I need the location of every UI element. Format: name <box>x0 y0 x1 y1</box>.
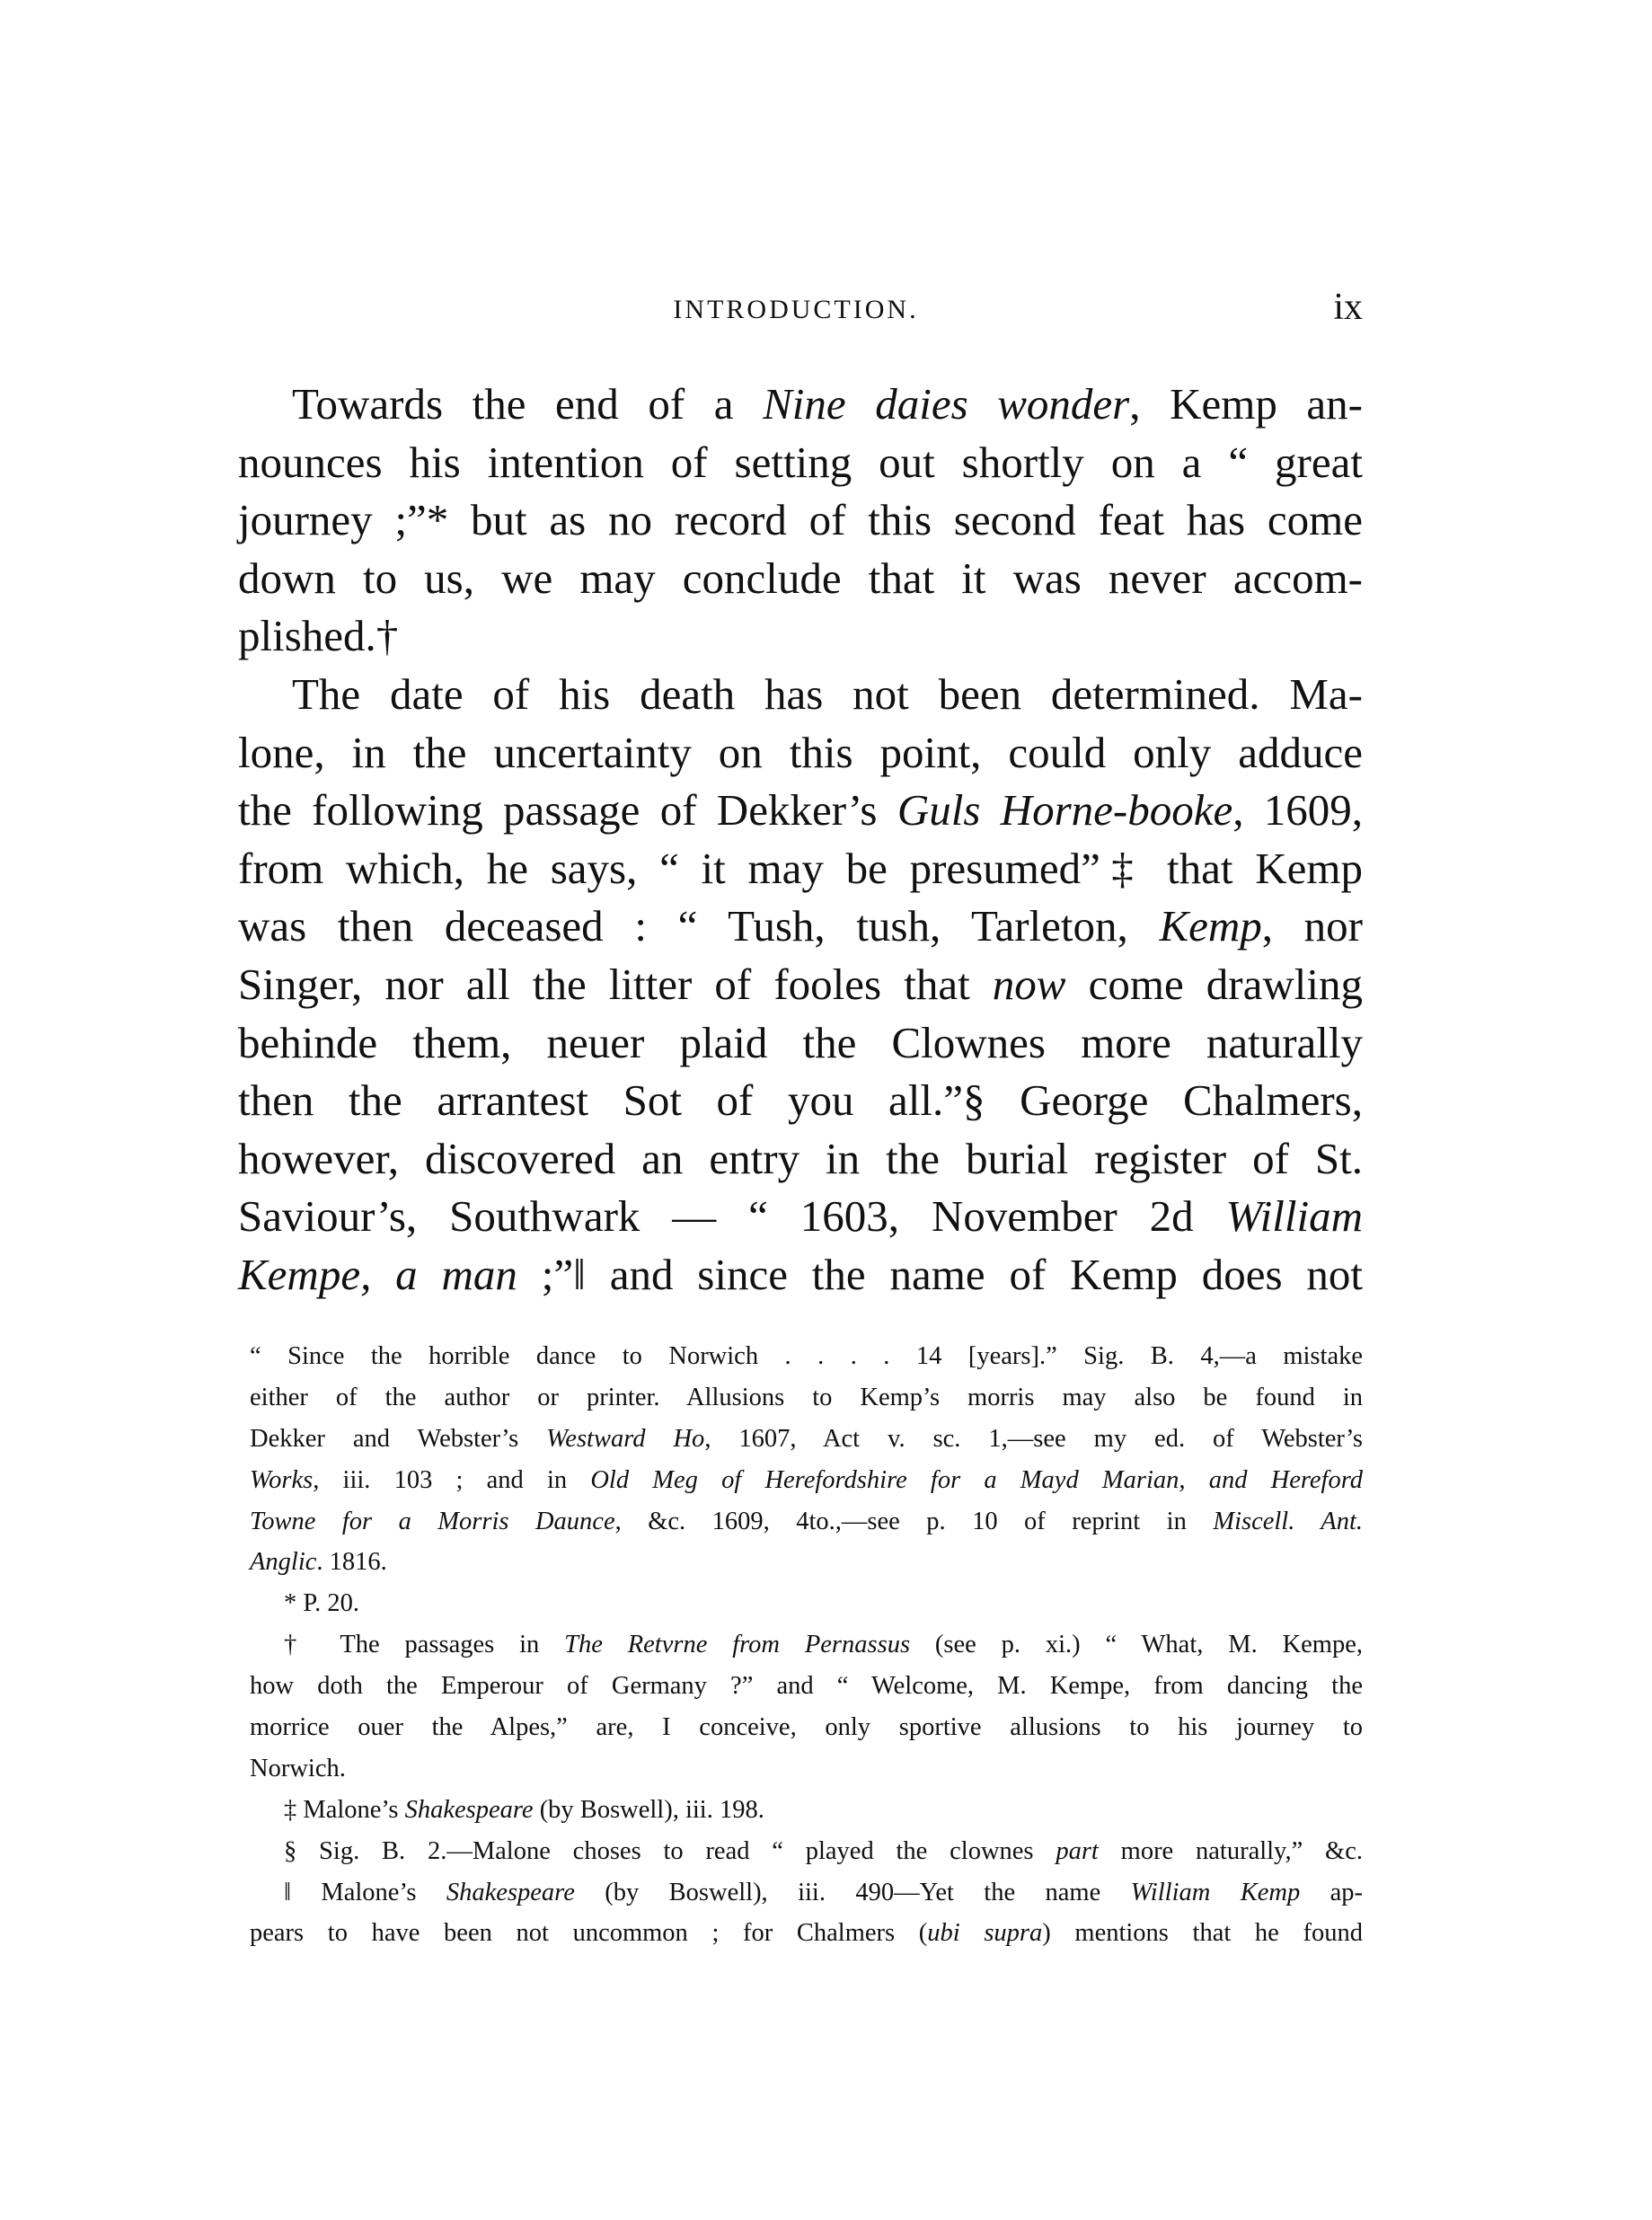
italic-text: Guls Horne-booke <box>897 785 1233 836</box>
footnote-line <box>250 1666 1363 1707</box>
running-title: INTRODUCTION. <box>673 295 919 324</box>
body-line <box>238 1188 1363 1246</box>
italic-text: Kempe, a man <box>238 1249 517 1299</box>
body-line <box>238 840 1363 898</box>
text-run: from which, he says, “ it may be presumed”‡ that Kemp <box>238 843 1363 893</box>
italic-text: William Kemp <box>1130 1878 1301 1906</box>
text-run: behinde them, neuer plaid the Clownes more naturally <box>238 1017 1363 1067</box>
footnote-line <box>250 1583 1363 1624</box>
body-line <box>238 724 1363 783</box>
text-run: , 1607, Act v. sc. 1,—see my ed. of Webster’s <box>704 1424 1363 1453</box>
text-run: was then deceased : “ Tush, tush, Tarleton, <box>238 901 1160 951</box>
footnotes <box>250 1336 1363 1954</box>
italic-text: Shakespeare <box>404 1795 534 1824</box>
text-run: † The passages in <box>284 1631 565 1659</box>
body-line <box>238 782 1363 840</box>
body-line <box>238 376 1363 434</box>
text-run: either of the author or printer. Allusions to Kemp’s morris may also be found in <box>250 1383 1363 1411</box>
text-run: plished.† <box>238 611 399 661</box>
italic-text: Shakespeare <box>446 1878 575 1906</box>
italic-text: Miscell. Ant. <box>1213 1507 1363 1535</box>
body-line <box>238 1130 1363 1189</box>
body-line <box>238 898 1363 956</box>
text-run: lone, in the uncertainty on this point, could only adduce <box>238 727 1363 777</box>
text-run: ‡ Malone’s <box>284 1795 405 1824</box>
text-run: however, discovered an entry in the burial register of St. <box>238 1133 1363 1183</box>
body-line <box>238 1014 1363 1073</box>
text-run: , 1609, <box>1232 785 1364 836</box>
text-run: more naturally,” &c. <box>1098 1836 1363 1865</box>
footnote-line <box>250 1501 1363 1543</box>
text-run: Singer, nor all the litter of fooles that <box>238 959 993 1009</box>
footnote-line <box>250 1624 1363 1666</box>
text-run: morrice ouer the Alpes,” are, I conceive, only sportive allusions to his journey to <box>250 1713 1363 1742</box>
body-line <box>238 1246 1363 1305</box>
text-run: . 1816. <box>316 1548 387 1577</box>
italic-text: William <box>1225 1191 1363 1242</box>
text-run: , &c. 1609, 4to.,—see p. 10 of reprint in <box>614 1507 1214 1535</box>
italic-text: Kemp <box>1159 901 1262 951</box>
italic-text: now <box>992 959 1066 1009</box>
text-run: down to us, we may conclude that it was never accom- <box>238 553 1363 603</box>
text-run: Dekker and Webster’s <box>250 1424 547 1453</box>
text-run: * P. 20. <box>284 1589 359 1618</box>
italic-text: Towne for a Morris Daunce <box>250 1507 615 1535</box>
text-run: (by Boswell), iii. 490—Yet the name <box>574 1878 1131 1906</box>
text-run: , Kemp an- <box>1129 379 1363 429</box>
italic-text: Anglic <box>250 1548 317 1577</box>
text-run: ;”‖ and since the name of Kemp does not <box>517 1249 1363 1299</box>
running-head <box>238 286 1363 331</box>
italic-text: Old Meg of Herefordshire for a Mayd Marian, and Hereford <box>590 1465 1363 1494</box>
footnote-line <box>250 1336 1363 1377</box>
text-run: nounces his intention of setting out shortly on a “ great <box>238 437 1363 487</box>
italic-text: Westward Ho <box>546 1424 705 1453</box>
text-run: ap- <box>1300 1878 1363 1906</box>
text-run: Norwich. <box>250 1754 346 1782</box>
text-run: then the arrantest Sot of you all.”§ George Chalmers, <box>238 1075 1363 1126</box>
text-run: the following passage of Dekker’s <box>238 785 897 836</box>
footnote-line <box>250 1913 1363 1954</box>
text-run: , nor <box>1261 901 1363 951</box>
body-line <box>238 1072 1363 1130</box>
text-run: ‖ Malone’s <box>284 1878 446 1906</box>
body-text <box>238 376 1363 1305</box>
footnote-line <box>250 1460 1363 1501</box>
footnote-line <box>250 1831 1363 1872</box>
body-line <box>238 607 1363 666</box>
italic-text: The Retvrne from Pernassus <box>564 1631 911 1659</box>
footnote-line <box>250 1542 1363 1583</box>
body-line <box>238 434 1363 492</box>
text-run: (see p. xi.) “ What, M. Kempe, <box>910 1631 1363 1659</box>
text-run: The date of his death has not been determined. Ma- <box>292 668 1363 719</box>
italic-text: Works <box>250 1465 314 1494</box>
text-run: journey ;”* but as no record of this second feat has come <box>238 495 1363 545</box>
text-run: how doth the Emperour of Germany ?” and “ Welcome, M. Kempe, from dancing the <box>250 1672 1363 1701</box>
text-run: come drawling <box>1065 959 1363 1009</box>
body-line <box>238 666 1363 724</box>
text-run: Saviour’s, Southwark — “ 1603, November 2d <box>238 1191 1226 1242</box>
italic-text: Nine daies wonder <box>763 379 1130 429</box>
text-run: pears to have been not uncommon ; for Chalmers ( <box>250 1919 928 1948</box>
footnote-line <box>250 1377 1363 1419</box>
text-run: ) mentions that he found <box>1042 1919 1363 1948</box>
body-line <box>238 550 1363 608</box>
text-run: (by Boswell), iii. 198. <box>533 1795 764 1824</box>
text-run: “ Since the horrible dance to Norwich . . . . 14 [years].” Sig. B. 4,—a mistake <box>250 1342 1363 1370</box>
footnote-line <box>250 1707 1363 1748</box>
text-run: , iii. 103 ; and in <box>313 1465 591 1494</box>
body-line <box>238 491 1363 550</box>
text-run: § Sig. B. 2.—Malone choses to read “ played the clownes <box>284 1836 1056 1865</box>
footnote-line <box>250 1872 1363 1914</box>
page-number: ix <box>1333 287 1363 328</box>
footnote-line <box>250 1748 1363 1790</box>
footnote-line <box>250 1419 1363 1460</box>
text-run: Towards the end of a <box>292 379 764 429</box>
body-line <box>238 956 1363 1014</box>
italic-text: part <box>1056 1836 1099 1865</box>
italic-text: ubi supra <box>927 1919 1043 1948</box>
footnote-line <box>250 1790 1363 1831</box>
